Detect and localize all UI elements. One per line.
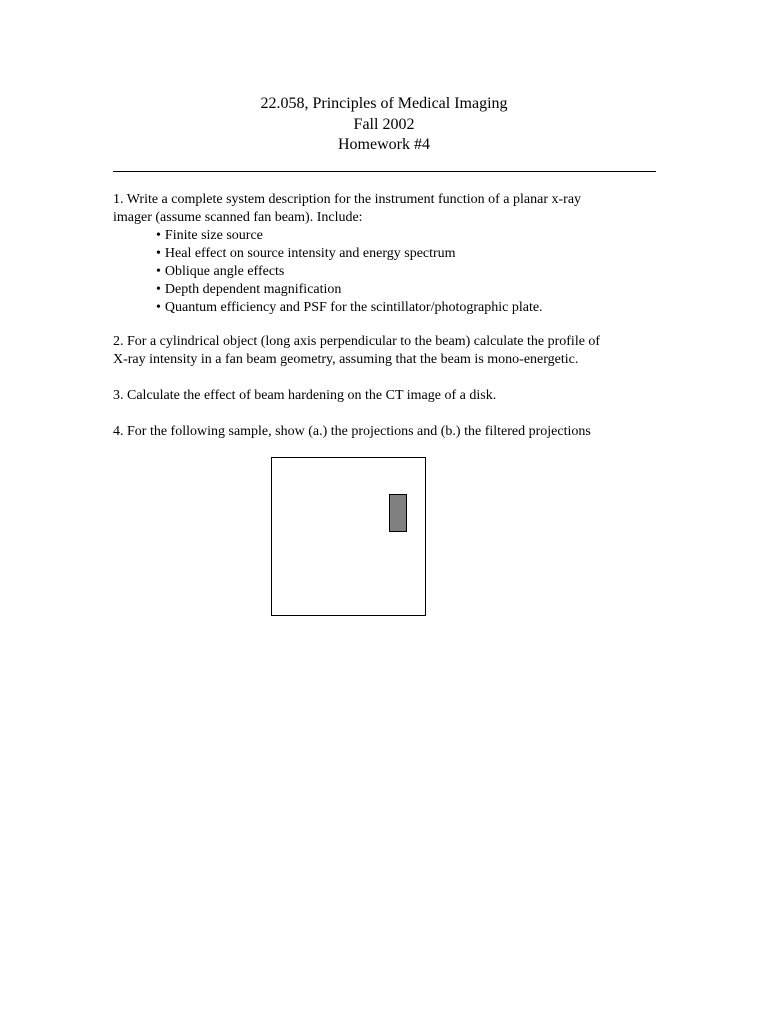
header-divider — [113, 171, 656, 172]
list-item — [156, 227, 673, 245]
bullet-icon: • — [156, 300, 161, 315]
question-text-line: imager (assume scanned fan beam). Include: — [113, 210, 363, 225]
question-text-line: 1. Write a complete system description for the instrument function of a planar x-ray — [113, 192, 582, 207]
bullet-icon: • — [156, 228, 161, 243]
document-header — [0, 94, 768, 156]
list-item — [156, 245, 673, 263]
list-item-text: Oblique angle effects — [164, 264, 285, 279]
list-item — [156, 263, 673, 281]
include-list — [113, 227, 673, 317]
bullet-icon: • — [156, 264, 161, 279]
bullet-icon: • — [156, 246, 161, 261]
question-text-line: 4. For the following sample, show (a.) the projections and (b.) the filtered projections — [113, 424, 591, 439]
question-text-line: X-ray intensity in a fan beam geometry, assuming that the beam is mono-energetic. — [113, 352, 579, 367]
list-item-text: Depth dependent magnification — [164, 282, 342, 297]
question-text-line: 2. For a cylindrical object (long axis perpendicular to the beam) calculate the profile of — [113, 334, 601, 349]
sample-figure — [271, 457, 426, 616]
question-text-line: 3. Calculate the effect of beam hardening on the CT image of a disk. — [113, 388, 497, 403]
list-item — [156, 299, 673, 317]
question-4 — [113, 423, 673, 441]
term-label: Fall 2002 — [353, 115, 415, 133]
question-2 — [113, 333, 673, 369]
question-3 — [113, 387, 673, 405]
list-item-text: Finite size source — [164, 228, 263, 243]
list-item — [156, 281, 673, 299]
question-1 — [113, 191, 673, 317]
course-title: 22.058, Principles of Medical Imaging — [260, 95, 508, 112]
sample-object — [389, 494, 407, 532]
assignment-title: Homework #4 — [338, 136, 430, 153]
list-item-text: Quantum efficiency and PSF for the scintillator/photographic plate. — [164, 300, 543, 315]
bullet-icon: • — [156, 282, 161, 297]
list-item-text: Heal effect on source intensity and energy spectrum — [164, 246, 456, 261]
